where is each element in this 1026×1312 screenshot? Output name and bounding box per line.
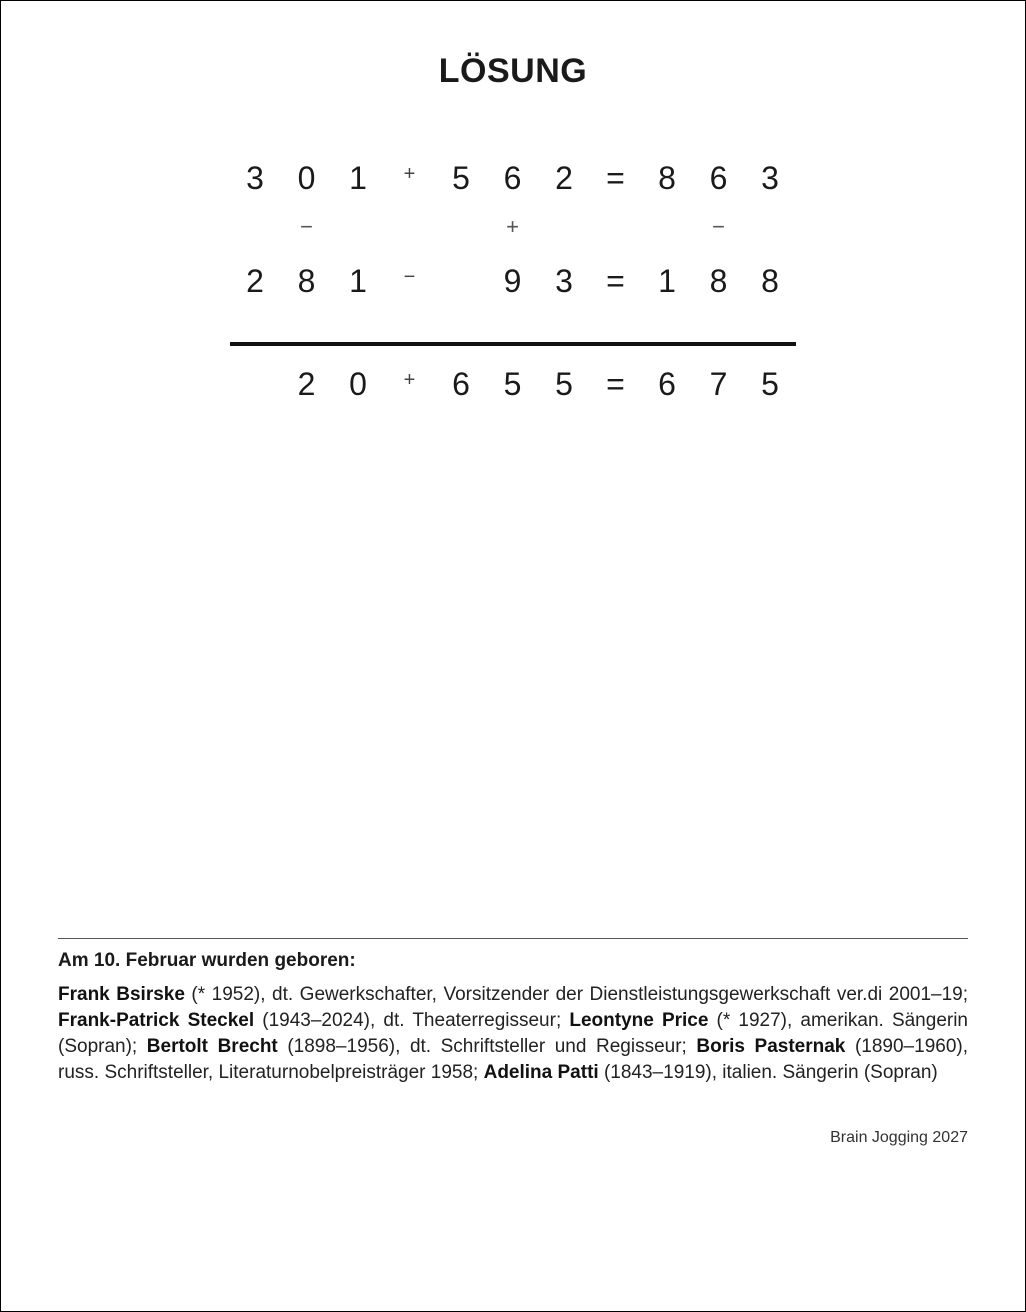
column-operator: + [506,214,519,239]
column-operator: − [300,214,313,239]
row2-cell: 9 [503,263,522,299]
section-divider [58,938,968,939]
row3-cell: 5 [555,366,573,402]
footer-label: Brain Jogging 2027 [830,1129,968,1146]
row3-cell: 7 [709,366,728,402]
row3-cell: + [403,369,416,391]
row1-cell: 6 [503,160,522,196]
birthdays-text [58,982,968,1086]
person-name: Frank-Patrick Steckel [58,1010,255,1031]
person-description: (1898–1956), dt. Schriftsteller und Regisseur; [277,1036,697,1057]
person-name: Boris Pasternak [696,1036,846,1057]
person-name: Frank Bsirske [58,984,185,1005]
row2-cell: − [403,266,416,288]
person-name: Adelina Patti [483,1062,599,1083]
sum-rule-line [230,342,796,346]
row2-cell: = [606,263,625,299]
row3-cell: 6 [452,366,470,402]
row3-cell: = [606,366,625,402]
person-name: Leontyne Price [569,1010,709,1031]
row1-cell: + [403,163,416,185]
person-description: (* 1927), amerikan. Sängerin (Sopran); [58,1010,969,1057]
row2-cell: 8 [761,263,779,299]
row3-cell: 2 [297,366,316,402]
row1-cell: 5 [452,160,470,196]
column-operator: − [712,214,725,239]
row3-cell: 5 [503,366,522,402]
person-name: Bertolt Brecht [146,1036,278,1057]
row2-cell: 8 [297,263,316,299]
person-description: (1943–2024), dt. Theaterregisseur; [254,1010,570,1031]
row2-cell: 1 [658,263,676,299]
row2-cell: 1 [349,263,367,299]
row1-cell: 0 [297,160,316,196]
row3-cell: 0 [349,366,367,402]
person-description: (1890–1960), russ. Schriftsteller, Literaturnobelpreisträger 1958; [58,1036,968,1083]
birthdays-heading: Am 10. Februar wurden geboren: [58,950,356,971]
row1-cell: 1 [349,160,367,196]
row1-cell: 2 [555,160,573,196]
row1-cell: 6 [709,160,728,196]
row2-cell: 3 [555,263,573,299]
row3-cell: 5 [761,366,779,402]
page-title: LÖSUNG [438,52,588,90]
row1-cell: = [606,160,625,196]
row1-cell: 3 [761,160,779,196]
row1-cell: 3 [246,160,264,196]
row1-cell: 8 [658,160,676,196]
row2-cell: 8 [709,263,728,299]
row2-cell: 2 [246,263,264,299]
person-description: (1843–1919), italien. Sängerin (Sopran) [598,1062,938,1083]
person-description: (* 1952), dt. Gewerkschafter, Vorsitzender der Dienstleistungsgewerkschaft ver.di 2001–19; [184,984,968,1005]
row3-cell: 6 [658,366,676,402]
